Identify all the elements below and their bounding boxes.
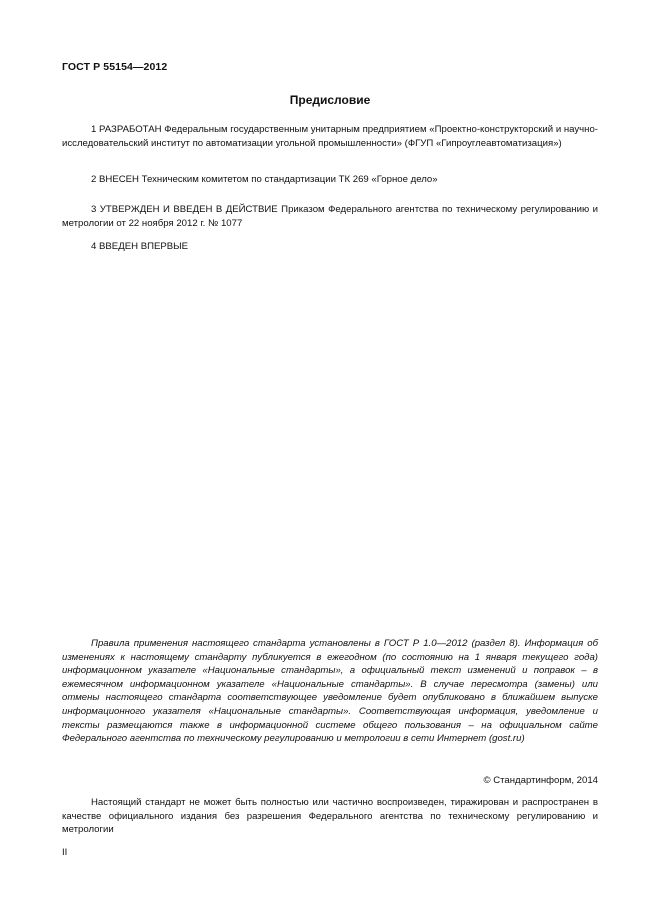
preface-item-developed: 1 РАЗРАБОТАН Федеральным государственным унитарным предприятием «Проектно-конструкторский и научно-исследовательский институт по автоматизации угольной промышленности» (ФГУП «Гипроуглеавтоматизация»): [62, 124, 598, 149]
reproduction-notice: Настоящий стандарт не может быть полностью или частично воспроизведен, тиражирован и распространен в качестве официального издания без разрешения Федерального агентства по техническому регулированию и метрологии: [62, 797, 598, 836]
preface-item-introduced: 2 ВНЕСЕН Техническим комитетом по стандартизации ТК 269 «Горное дело»: [91, 174, 438, 185]
application-rules-note: Правила применения настоящего стандарта установлены в ГОСТ Р 1.0—2012 (раздел 8). Информация об изменениях к настоящему стандарту публикуется в ежегодном (по состоянию на 1 января текущего года) информационном указателе «Национальные стандарты», а официальный текст изменений и поправок – в ежемесячном информационном указателе «Национальные стандарты». В случае пересмотра (замены) или отмены настоящего стандарта соответствующее уведомление будет опубликовано в ближайшем выпуске информационного указателя «Национальные стандарты». Соответствующая информация, уведомление и тексты размещаются также в информационной системе общего пользования – на официальном сайте Федерального агентства по техническому регулированию и метрологии в сети Интернет (gost.ru): [62, 638, 598, 745]
preface-item-first-introduced: 4 ВВЕДЕН ВПЕРВЫЕ: [91, 241, 189, 252]
preface-item-approved: 3 УТВЕРЖДЕН И ВВЕДЕН В ДЕЙСТВИЕ Приказом Федерального агентства по техническому регулированию и метрологии от 22 ноября 2012 г. № 1077: [62, 204, 598, 229]
preface-heading: Предисловие: [289, 93, 371, 107]
document-code: ГОСТ Р 55154—2012: [62, 61, 168, 73]
copyright-line: © Стандартинформ, 2014: [483, 775, 598, 786]
page-number: II: [62, 847, 68, 858]
